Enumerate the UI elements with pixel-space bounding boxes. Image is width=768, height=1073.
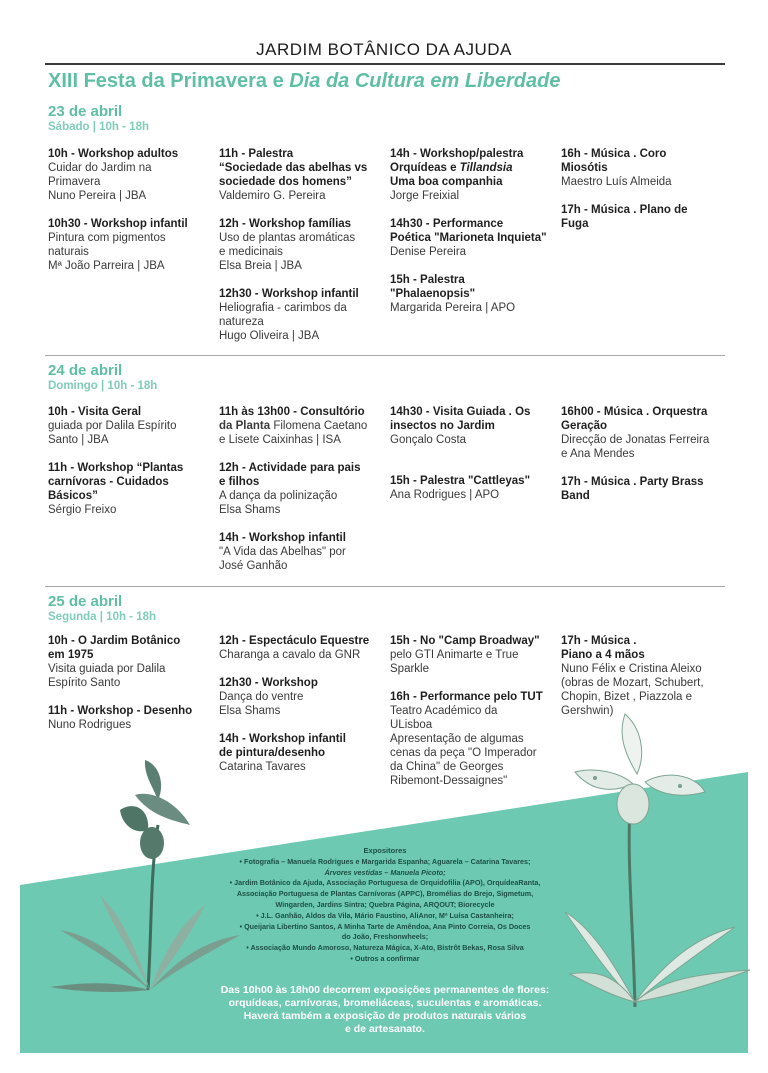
- section-divider: [45, 586, 725, 587]
- event: [219, 676, 384, 718]
- event: [390, 405, 555, 447]
- event-desc: Gonçalo Costa: [390, 434, 467, 446]
- event-desc: naturais: [48, 246, 89, 258]
- event: [561, 405, 731, 461]
- event-subtitle: Poética "Marioneta Inquieta": [390, 232, 547, 244]
- closing-statement: [210, 984, 560, 1036]
- event: [390, 273, 555, 315]
- day-1-column-4: [561, 147, 731, 231]
- day-1-date: 23 de abril: [48, 103, 123, 120]
- day-1-header: [48, 103, 728, 135]
- header-rule: [45, 63, 725, 65]
- closing-line: Haverá também a exposição de produtos naturais vários: [243, 1010, 527, 1022]
- event: [390, 474, 555, 502]
- event-title: 10h30 - Workshop infantil: [48, 218, 188, 230]
- event-subtitle: em 1975: [48, 649, 94, 661]
- event-desc: Primavera: [48, 176, 101, 188]
- event-desc: Teatro Académico da: [390, 705, 498, 717]
- event-desc: Direcção de Jonatas Ferreira: [561, 434, 710, 446]
- event-desc: Santo | JBA: [48, 434, 109, 446]
- event-subtitle-part: Orquídeas e: [390, 162, 460, 174]
- event-desc: Pintura com pigmentos: [48, 232, 166, 244]
- event-desc: natureza: [219, 316, 264, 328]
- day-3-weekday: Segunda | 10h - 18h: [48, 611, 157, 623]
- day-2-weekday: Domingo | 10h - 18h: [48, 380, 158, 392]
- event: [561, 634, 731, 718]
- day-2-column-4: [561, 405, 731, 503]
- event-title: 12h - Espectáculo Equestre: [219, 635, 370, 647]
- event-subtitle: insectos no Jardim: [390, 420, 495, 432]
- event-desc: Dança do ventre: [219, 691, 304, 703]
- event-subtitle: “Sociedade das abelhas vs: [219, 162, 368, 174]
- day-2-header: [48, 362, 728, 394]
- event-title: 15h - Palestra "Cattleyas": [390, 475, 531, 487]
- event-desc: Heliografia - carimbos da: [219, 302, 347, 314]
- event-title: 11h - Workshop “Plantas: [48, 462, 184, 474]
- exhibitors-line: • Fotografia – Manuela Rodrigues e Margarida Espanha; Aguarela – Catarina Tavares;: [239, 856, 531, 866]
- event-desc: Elsa Shams: [219, 705, 281, 717]
- event: [561, 203, 731, 231]
- event-desc: "A Vida das Abelhas" por: [219, 546, 346, 558]
- exhibitors-line: Árvores vestidas – Manuela Picoto;: [324, 867, 446, 877]
- exhibitors-line: • J.L. Ganhão, Aldos da Vila, Mário Faustino, AliAnor, Mª Luísa Castanheira;: [256, 910, 514, 920]
- event-desc-mixed: [219, 419, 389, 433]
- event-subtitle: [390, 161, 555, 175]
- closing-line: e de artesanato.: [345, 1023, 425, 1035]
- day-2-column-2: [219, 405, 389, 573]
- event-subtitle: "Phalaenopsis": [390, 288, 476, 300]
- event-desc: Sparkle: [390, 663, 429, 675]
- main-title-part2: e: [267, 70, 290, 92]
- event-title: 12h30 - Workshop: [219, 677, 318, 689]
- event-desc-bold: da Planta: [219, 420, 271, 432]
- event-title: 17h - Música .: [561, 635, 637, 647]
- event-desc: e Lisete Caixinhas | ISA: [219, 434, 341, 446]
- event-title: 14h - Workshop/palestra: [390, 148, 524, 160]
- day-1-weekday: Sábado | 10h - 18h: [48, 121, 149, 133]
- day-1-column-2: [219, 147, 384, 343]
- event: [48, 634, 213, 690]
- event-title: 11h às 13h00 - Consultório: [219, 406, 365, 418]
- event-title: 12h - Actividade para pais: [219, 462, 361, 474]
- event: [390, 147, 555, 203]
- exhibitors-line: • Outros a confirmar: [350, 953, 420, 963]
- event: [219, 461, 389, 517]
- event-title: 17h - Música . Party Brass: [561, 476, 704, 488]
- day-1-column-3: [390, 147, 555, 315]
- event: [390, 690, 555, 788]
- event-desc: (obras de Mozart, Schubert,: [561, 677, 704, 689]
- main-title-part3: Dia da Cultura em Liberdade: [289, 70, 561, 92]
- exhibitors-line: • Associação Mundo Amoroso, Natureza Mágica, X-Ato, Bistrôt Bekas, Rosa Silva: [246, 943, 524, 953]
- event-desc: Nuno Rodrigues: [48, 719, 132, 731]
- event-desc: Jorge Freixial: [390, 190, 460, 202]
- event-desc-regular: Filomena Caetano: [270, 420, 368, 432]
- right-orchid-illustration: [555, 712, 760, 1012]
- event-title: 15h - Palestra: [390, 274, 465, 286]
- event: [219, 405, 389, 447]
- event-subtitle: Geração: [561, 420, 608, 432]
- event: [561, 147, 731, 189]
- event-desc: José Ganhão: [219, 560, 288, 572]
- day-3-date: 25 de abril: [48, 593, 123, 610]
- event-subtitle: Miosótis: [561, 162, 608, 174]
- exhibitors-block: [190, 846, 580, 965]
- event: [219, 217, 384, 273]
- event-title: 16h - Música . Coro: [561, 148, 667, 160]
- exhibitors-line: Wingarden, Jardins Sintra; Quebra Página, ARQOUT; Biorecycle: [275, 899, 495, 909]
- event: [48, 147, 213, 203]
- exhibitors-title: Expositores: [363, 846, 407, 855]
- event-title: 14h30 - Performance: [390, 218, 504, 230]
- event: [48, 405, 213, 447]
- event: [219, 732, 384, 774]
- event-subtitle: e filhos: [219, 476, 260, 488]
- event: [390, 634, 555, 676]
- event-desc: da China" de Georges: [390, 761, 504, 773]
- section-divider: [45, 355, 725, 356]
- event-subtitle: Band: [561, 490, 590, 502]
- event-desc: Margarida Pereira | APO: [390, 302, 516, 314]
- event-title: 11h - Palestra: [219, 148, 294, 160]
- main-title-part1: XIII Festa da Primavera: [48, 70, 268, 92]
- closing-line: Das 10h00 às 18h00 decorrem exposições permanentes de flores:: [220, 984, 550, 996]
- event-subtitle: sociedade dos homens”: [219, 176, 352, 188]
- exhibitors-line: • Jardim Botânico da Ajuda, Associação Portuguesa de Orquidofilia (APO), OrquídeaRanta,: [229, 878, 541, 888]
- event-desc: Nuno Pereira | JBA: [48, 190, 147, 202]
- event-title: 12h30 - Workshop infantil: [219, 288, 359, 300]
- header-title: JARDIM BOTÂNICO DA AJUDA: [256, 40, 512, 59]
- day-2-date: 24 de abril: [48, 362, 123, 379]
- event-title: 15h - No "Camp Broadway": [390, 635, 540, 647]
- day-2-column-1: [48, 405, 213, 517]
- event: [390, 217, 555, 259]
- exhibitors-line: Associação Portuguesa de Plantas Carnívoras (APPC), Bromélias do Brejo, Sigmetum,: [236, 889, 534, 899]
- event: [219, 634, 384, 662]
- event-subtitle: Básicos”: [48, 490, 98, 502]
- event-desc: pelo GTI Animarte e True: [390, 649, 519, 661]
- event-desc: guiada por Dalila Espírito: [48, 420, 177, 432]
- event: [561, 475, 731, 503]
- event-title: 16h - Performance pelo TUT: [390, 691, 543, 703]
- event: [48, 704, 213, 732]
- day-1-column-1: [48, 147, 213, 273]
- event: [219, 531, 389, 573]
- event-title: 14h - Workshop infantil: [219, 733, 346, 745]
- event-desc: e medicinais: [219, 246, 283, 258]
- event-desc: Chopin, Bizet , Piazzola e: [561, 691, 693, 703]
- event-desc: Visita guiada por Dalila: [48, 663, 166, 675]
- event-desc: cenas da peça "O Imperador: [390, 747, 537, 759]
- day-3-column-2: [219, 634, 384, 774]
- exhibitors-line: • Queijaria Libertino Santos, A Minha Tarte de Amêndoa, Ana Pinto Correia, Os Doces: [239, 921, 531, 931]
- event-title: 14h30 - Visita Guiada . Os: [390, 406, 531, 418]
- event-desc: Ana Rodrigues | APO: [390, 489, 500, 501]
- event-desc: Valdemiro G. Pereira: [219, 190, 326, 202]
- event-title: 17h - Música . Plano de: [561, 204, 688, 216]
- event: [219, 287, 384, 343]
- event-desc: Elsa Shams: [219, 504, 281, 516]
- event-desc: Ribemont-Dessaignes": [390, 775, 508, 787]
- main-title: [48, 70, 560, 93]
- event-desc: Sérgio Freixo: [48, 504, 117, 516]
- exhibitors-line: do João, Freshonwheels;: [341, 932, 429, 942]
- day-3-column-3: [390, 634, 555, 788]
- event-desc: Apresentação de algumas: [390, 733, 524, 745]
- event-desc: Elsa Breia | JBA: [219, 260, 302, 272]
- event-subtitle: Uma boa companhia: [390, 176, 503, 188]
- event-desc: Gershwin): [561, 705, 614, 717]
- day-2-column-3: [390, 405, 555, 502]
- event-subtitle: carnívoras - Cuidados: [48, 476, 169, 488]
- event: [219, 147, 384, 203]
- event-title: 10h - Visita Geral: [48, 406, 142, 418]
- event: [48, 217, 213, 273]
- event-desc: Charanga a cavalo da GNR: [219, 649, 361, 661]
- closing-line: orquídeas, carnívoras, bromeliáceas, suculentas e aromáticas.: [228, 997, 542, 1009]
- day-3-header: [48, 593, 728, 625]
- event-subtitle: Fuga: [561, 218, 589, 230]
- event-desc: ULisboa: [390, 719, 433, 731]
- event-subtitle: Piano a 4 mãos: [561, 649, 645, 661]
- event-title: 14h - Workshop infantil: [219, 532, 346, 544]
- event-title: 10h - O Jardim Botânico: [48, 635, 181, 647]
- event-desc: A dança da polinização: [219, 490, 338, 502]
- event-desc: Espírito Santo: [48, 677, 121, 689]
- event-desc: Nuno Félix e Cristina Aleixo: [561, 663, 702, 675]
- event-desc: Mª João Parreira | JBA: [48, 260, 165, 272]
- day-3-column-1: [48, 634, 213, 732]
- event-title: 11h - Workshop - Desenho: [48, 705, 193, 717]
- event-desc: Catarina Tavares: [219, 761, 306, 773]
- event-title: 16h00 - Música . Orquestra: [561, 406, 708, 418]
- event-desc: Denise Pereira: [390, 246, 467, 258]
- day-3-column-4: [561, 634, 731, 718]
- event-subtitle: de pintura/desenho: [219, 747, 326, 759]
- event-desc: Cuidar do Jardim na: [48, 162, 152, 174]
- event-subtitle-italic: Tillandsia: [459, 162, 513, 174]
- event-desc: e Ana Mendes: [561, 448, 635, 460]
- event-title: 10h - Workshop adultos: [48, 148, 179, 160]
- event-desc: Maestro Luís Almeida: [561, 176, 672, 188]
- event-title: 12h - Workshop famílias: [219, 218, 352, 230]
- event: [48, 461, 213, 517]
- event-desc: Hugo Oliveira | JBA: [219, 330, 320, 342]
- event-desc: Uso de plantas aromáticas: [219, 232, 356, 244]
